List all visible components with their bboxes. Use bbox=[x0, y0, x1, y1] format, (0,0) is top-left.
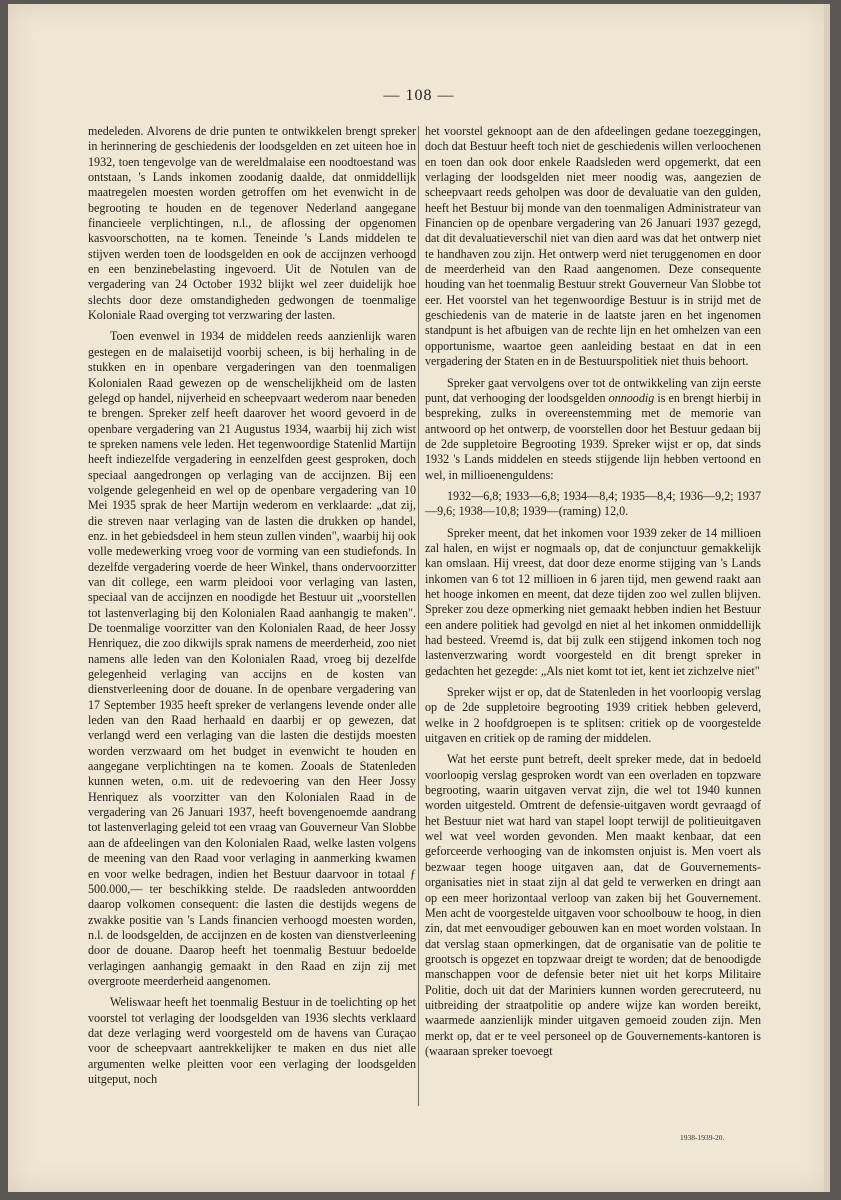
page-edge bbox=[824, 4, 830, 1192]
left-column bbox=[88, 124, 416, 1093]
right-paragraph-2-start: Spreker gaat vervolgens over tot de ontwikkeling van zijn eerste punt, dat verhooging der loodsgelden bbox=[425, 375, 761, 405]
right-paragraph-4: Spreker wijst er op, dat de Statenleden in het voorloopig verslag op de 2de suppletoire begrooting 1939 critiek hebben geleverd, welke in 2 hoofdgroepen is te splitsen: critiek op de voorgestelde uitgaven en critiek op de raming der middelen. bbox=[425, 685, 761, 746]
page-number: — 108 — bbox=[383, 87, 455, 104]
left-paragraph-2: Toen evenwel in 1934 de middelen reeds aanzienlijk waren gestegen en de malaisetijd voorbij scheen, is bij herhaling in de stukken en in openbare vergaderingen van den toenmaligen Kolonialen Raad gewezen op de wenschelijkheid om de lasten gelegd op handel, nijverheid en scheepvaart wederom naar beneden te brengen. Spreker zelf heeft daarover het woord gevoerd in de openbare vergadering van 21 Augustus 1934, waarbij hij zich wist te spreken namens vele leden. Het tegenwoordige Statenlid Martijn heeft indiezelfde vergadering in eenzelfden geest gesproken, doch speciaal aangedrongen op verlaging van de accijnzen. Bij een volgende gelegenheid en wel op de openbare vergadering van 10 Mei 1935 sprak de heer Martijn wederom en verklaarde: „dat zij, die streven naar verlaging van de lasten die drukken op handel, enz. in het gebiedsdeel in hem steun zullen vinden", waarbij hij ook volle medewerking vroeg voor de vorming van een studiefonds. In dezelfde vergadering voerde de heer Winkel, thans ondervoorzitter van dit college, een warm pleidooi voor verlaging van lasten, speciaal van de accijnzen en noodigde het Bestuur uit „voorstellen tot lastenverlaging bij den Kolonialen Raad aanhangig te maken". De toenmalige voorzitter van den Kolonialen Raad, de heer Jossy Henriquez, die zoo dikwijls sprak namens de meerderheid, zoo niet namens alle leden van den Kolonialen Raad, vroeg bij dezelfde gelegenheid verlaging van accijns en de kosten van dienstverleening door de douane. In de openbare vergadering van 17 September 1935 heeft spreker de verlangens levende onder alle leden van den Raad herhaald en daarbij er op gewezen, dat verlangd werd een verlaging van die lasten die destijds moesten worden verzwaard om het budget in evenwicht te houden en aangegane verplichtingen na te komen. Zooals de Statenleden kunnen weten, o.m. uit de redevoering van den Heer Jossy Henriquez als voorzitter van den Kolonialen Raad in de vergadering van 26 Januari 1937, heeft bovengenoemde aandrang tot lastenverlaging geleid tot een vraag van Gouverneur Van Slobbe aan de afdeelingen van den Kolonialen Raad, welke lasten volgens de meening van den Raad voor verlaging in aanmerking kwamen en voor welke bedragen, indien het Bestuur daarvoor in totaal ƒ 500.000,— ter beschikking stelde. De raadsleden antwoordden daarop volkomen consequent: die lasten die destijds wegens de zwakke positie van 's Lands financien verhoogd moesten worden, n.l. de loodsgelden, de accijnzen en de kosten van dienstverleening door de douane. Daarop heeft het toenmalig Bestuur bedoelde verlagingen aanhangig gemaakt in den Raad en zijn zij met overgroote meerderheid aangenomen. bbox=[88, 329, 416, 988]
footer-code: 1938-1939-20. bbox=[680, 1133, 725, 1142]
right-paragraph-5: Wat het eerste punt betreft, deelt spreker mede, dat in bedoeld voorloopig verslag gesproken wordt van een overladen en topzware begrooting, waarin uitgaven vervat zijn, die wel tot 1940 kunnen worden uitgesteld. Omtrent de defensie-uitgaven wordt gevraagd of het Bestuur niet wat hard van stapel loopt terwijl de politieuitgaven wel wat veel worden gevonden. Men maakt kenbaar, dat een geforceerde verhooging van de inkomsten onjuist is. Men voert als bezwaar tegen hooge uitgaven aan, dat de Gouvernements-organisaties niet in staat zijn al dat geld te verwerken en dringt aan op een meer horizontaal verloop van zaken bij het Gouvernement. Men acht de voorgestelde uitgaven voor schoolbouw te hoog, in dien zin, dat met eenvoudiger gebouwen kan en moet worden volstaan. In dat verslag staan opmerkingen, dat de organisatie van de politie te grootsch is opgezet en topzwaar dreigt te worden; dat de benoodigde manschappen voor de defensie beter niet uit het korps Militaire Politie, doch uit dat der Mariniers kunnen worden gerecruteerd, nu uitbreiding der straatpolitie op andere wijze kan worden bereikt, waarmede aanzienlijk minder uitgaven gemoeid zouden zijn. Men merkt op, dat er te veel personeel op de Gouvernements-kantoren is (waaraan spreker toevoegt bbox=[425, 752, 761, 1058]
column-divider bbox=[418, 126, 419, 1106]
right-paragraph-2 bbox=[425, 376, 761, 483]
right-paragraph-2-end: is en brengt hierbij in bespreking, zulks in overeenstemming met de memorie van antwoord op het ontwerp, de voorstellen door het Bestuur gedaan bij de 2de suppletoire Begrooting 1939. Spreker wijst er op, dat sinds 1932 's Lands middelen en steeds stijgende lijn hebben vertoond en wel, in millioenenguldens: bbox=[425, 390, 761, 482]
income-series: 1932—6,8; 1933—6,8; 1934—8,4; 1935—8,4; 1936—9,2; 1937—9,6; 1938—10,8; 1939—(raming) 12,0. bbox=[425, 488, 761, 519]
document-page bbox=[8, 4, 830, 1192]
left-paragraph-3: Weliswaar heeft het toenmalig Bestuur in de toelichting op het voorstel tot verlaging der loodsgelden van 1936 slechts verklaard dat deze verlaging werd voorgesteld om de havens van Curaçao voor de scheepvaart aantrekkelijker te maken en dus niet alle argumenten welke pleitten voor een verlaging der loodsgelden uitgeput, noch bbox=[88, 995, 416, 1086]
right-column bbox=[425, 124, 761, 1065]
right-paragraph-3: Spreker meent, dat het inkomen voor 1939 zeker de 14 millioen zal halen, en wijst er nogmaals op, dat de conjunctuur gemakkelijk kan omslaan. Hij vreest, dat door deze enorme stijging van 's Lands inkomen van 6 tot 12 millioen in 6 jaren tijd, men gewend raakt aan het hooge inkomen en meent, dat deze tijden zoo wel zullen blijven. Spreker zou deze opmerking niet gemaakt hebben indien het Bestuur een andere politiek had gevolgd en niet al het inkomen onmiddellijk had besteed. Vreemd is, dat bij zulk een stijgend inkomen toch nog lastenverzwaring wordt voorgesteld en dit brengt spreker in gedachten het gezegde: „Als niet komt tot iet, kent iet zichzelve niet" bbox=[425, 525, 761, 678]
emphasis-onnoodig: onnoodig bbox=[608, 390, 655, 405]
left-paragraph-1: medeleden. Alvorens de drie punten te ontwikkelen brengt spreker in herinnering de geschiedenis der loodsgelden en zet uiteen hoe in 1932, toen tengevolge van de wereldmalaise een noodtoestand was ontstaan, 's Lands inkomen zoodanig daalde, dat onmiddellijk maatregelen moesten worden getroffen om het evenwicht in de begrooting te houden en de tegenover Nederland aangegane financieele verplichtingen, n.l., de aflossing der opgenomen kasvoorschotten, na te komen. Teneinde 's Lands middelen te stijven werden toen de loodsgelden en ook de accijnzen verhoogd en een benzinebelasting ingevoerd. Uit de Notulen van de vergadering van 24 October 1932 blijkt wel zeer duidelijk hoe slechts door deze omstandigheden gedwongen de toenmalige Koloniale Raad overging tot verzwaring der lasten. bbox=[88, 124, 416, 323]
right-paragraph-1: het voorstel geknoopt aan de den afdeelingen gedane toezeggingen, doch dat Bestuur heeft toch niet de geschiedenis willen verloochenen en toen dan ook door enkele Raadsleden werd opgemerkt, dat een verlaging der loodsgelden niet meer noodig was, aangezien de scheepvaart reeds geholpen was door de devaluatie van den gulden, heeft het Bestuur bij monde van den toenmaligen Administrateur van Financien op de openbare vergadering van 26 Januari 1937 gezegd, dat dit devaluatieverschil niet van dien aard was dat het ontwerp niet te handhaven zou zijn. Het ontwerp werd niet teruggenomen en door de meerderheid van den Raad aangenomen. Deze consequente houding van het toenmalig Bestuur strekt Gouverneur Van Slobbe tot eer. Het voorstel van het tegenwoordige Bestuur is in strijd met de geschiedenis van de materie in de laatste jaren en het ingenomen standpunt is het afbuigen van de rechte lijn en het omhelzen van een opportunisme, waartoe geen aanleiding bestaat en dat in een vergadering der Staten en in de Bestuurspolitiek niet thuis behoort. bbox=[425, 124, 761, 369]
